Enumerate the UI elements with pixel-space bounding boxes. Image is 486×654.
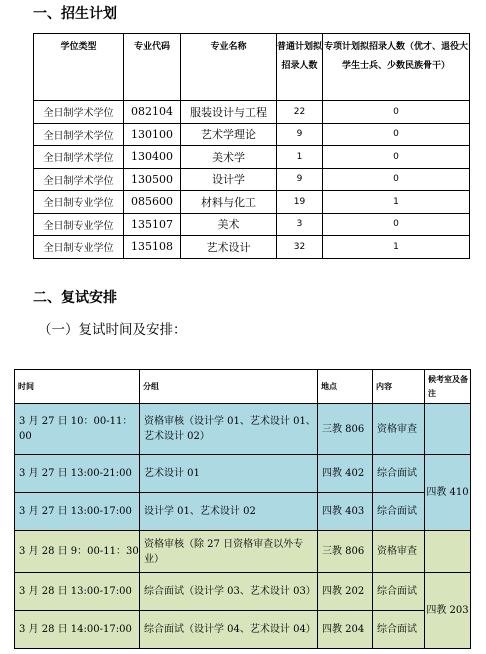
table-header-row xyxy=(15,370,471,404)
special-quota: 0 xyxy=(323,168,470,191)
header-major-code: 专业代码 xyxy=(124,34,181,101)
regular-quota: 1 xyxy=(277,146,323,169)
schedule-group: 综合面试（设计学 03、艺术设计 03） xyxy=(140,573,318,611)
table-row xyxy=(15,493,471,531)
waiting-room: 四教 410 xyxy=(425,455,471,531)
table-row xyxy=(34,123,470,146)
schedule-group: 综合面试（设计学 04、艺术设计 04） xyxy=(140,611,318,649)
table-row xyxy=(34,168,470,191)
table-row xyxy=(15,455,471,493)
major-code: 085600 xyxy=(124,191,181,214)
regular-quota: 3 xyxy=(277,213,323,236)
header-regular-quota: 普通计划拟招录人数 xyxy=(277,34,323,101)
schedule-content: 综合面试 xyxy=(373,493,425,531)
degree-type: 全日制学术学位 xyxy=(34,168,124,191)
schedule-place: 三教 806 xyxy=(318,531,373,573)
header-time: 时间 xyxy=(15,370,140,404)
table-header-row xyxy=(34,34,470,101)
schedule-place: 四教 402 xyxy=(318,455,373,493)
regular-quota: 9 xyxy=(277,168,323,191)
interview-schedule-table xyxy=(14,369,471,649)
schedule-content: 综合面试 xyxy=(373,611,425,649)
major-name: 服装设计与工程 xyxy=(181,101,277,124)
degree-type: 全日制学术学位 xyxy=(34,123,124,146)
schedule-group: 资格审核（除 27 日资格审查以外专业） xyxy=(140,531,318,573)
header-major-name: 专业名称 xyxy=(181,34,277,101)
major-code: 130100 xyxy=(124,123,181,146)
header-place: 地点 xyxy=(318,370,373,404)
major-code: 130500 xyxy=(124,168,181,191)
special-quota: 1 xyxy=(323,191,470,214)
major-code: 135107 xyxy=(124,213,181,236)
header-special-quota: 专项计划拟招录人数（优才、退役大学生士兵、少数民族骨干） xyxy=(323,34,470,101)
section-2-title: 二、复试安排 xyxy=(33,290,117,306)
table-row xyxy=(34,191,470,214)
table-row xyxy=(34,236,470,259)
special-quota: 0 xyxy=(323,123,470,146)
schedule-group: 资格审核（设计学 01、艺术设计 01、艺术设计 02） xyxy=(140,404,318,455)
schedule-time: 3 月 28 日 9：00-11：30 xyxy=(15,531,140,573)
header-degree-type: 学位类型 xyxy=(34,34,124,101)
table-row xyxy=(34,213,470,236)
major-code: 135108 xyxy=(124,236,181,259)
degree-type: 全日制专业学位 xyxy=(34,191,124,214)
schedule-time: 3 月 27 日 10：00-11：00 xyxy=(15,404,140,455)
degree-type: 全日制学术学位 xyxy=(34,101,124,124)
regular-quota: 9 xyxy=(277,123,323,146)
major-name: 材料与化工 xyxy=(181,191,277,214)
table-row xyxy=(15,531,471,573)
table-row xyxy=(34,146,470,169)
schedule-group: 设计学 01、艺术设计 02 xyxy=(140,493,318,531)
regular-quota: 19 xyxy=(277,191,323,214)
schedule-content: 综合面试 xyxy=(373,573,425,611)
enrollment-plan-table xyxy=(33,33,470,259)
schedule-time: 3 月 27 日 13:00-21:00 xyxy=(15,455,140,493)
special-quota: 1 xyxy=(323,236,470,259)
regular-quota: 32 xyxy=(277,236,323,259)
degree-type: 全日制专业学位 xyxy=(34,213,124,236)
special-quota: 0 xyxy=(323,101,470,124)
waiting-room-empty xyxy=(425,404,471,455)
section-2-subtitle: （一）复试时间及安排： xyxy=(38,322,187,338)
schedule-place: 三教 806 xyxy=(318,404,373,455)
schedule-content: 资格审查 xyxy=(373,404,425,455)
waiting-room: 四教 203 xyxy=(425,573,471,649)
major-code: 082104 xyxy=(124,101,181,124)
major-name: 艺术设计 xyxy=(181,236,277,259)
schedule-content: 综合面试 xyxy=(373,455,425,493)
schedule-time: 3 月 28 日 13:00-17:00 xyxy=(15,573,140,611)
table-row xyxy=(15,404,471,455)
major-code: 130400 xyxy=(124,146,181,169)
section-1-title: 一、招生计划 xyxy=(33,6,117,22)
table-row xyxy=(15,573,471,611)
schedule-time: 3 月 27 日 13:00-17:00 xyxy=(15,493,140,531)
schedule-place: 四教 204 xyxy=(318,611,373,649)
major-name: 美术学 xyxy=(181,146,277,169)
degree-type: 全日制专业学位 xyxy=(34,236,124,259)
regular-quota: 22 xyxy=(277,101,323,124)
waiting-room-empty xyxy=(425,531,471,573)
schedule-group: 艺术设计 01 xyxy=(140,455,318,493)
major-name: 艺术学理论 xyxy=(181,123,277,146)
major-name: 美术 xyxy=(181,213,277,236)
table-row xyxy=(34,101,470,124)
schedule-time: 3 月 28 日 14:00-17:00 xyxy=(15,611,140,649)
header-group: 分组 xyxy=(140,370,318,404)
table-row xyxy=(15,611,471,649)
major-name: 设计学 xyxy=(181,168,277,191)
header-content: 内容 xyxy=(373,370,425,404)
schedule-place: 四教 403 xyxy=(318,493,373,531)
special-quota: 0 xyxy=(323,213,470,236)
header-waiting-room: 候考室及备注 xyxy=(425,370,471,404)
degree-type: 全日制学术学位 xyxy=(34,146,124,169)
schedule-content: 资格审查 xyxy=(373,531,425,573)
schedule-place: 四教 202 xyxy=(318,573,373,611)
special-quota: 0 xyxy=(323,146,470,169)
